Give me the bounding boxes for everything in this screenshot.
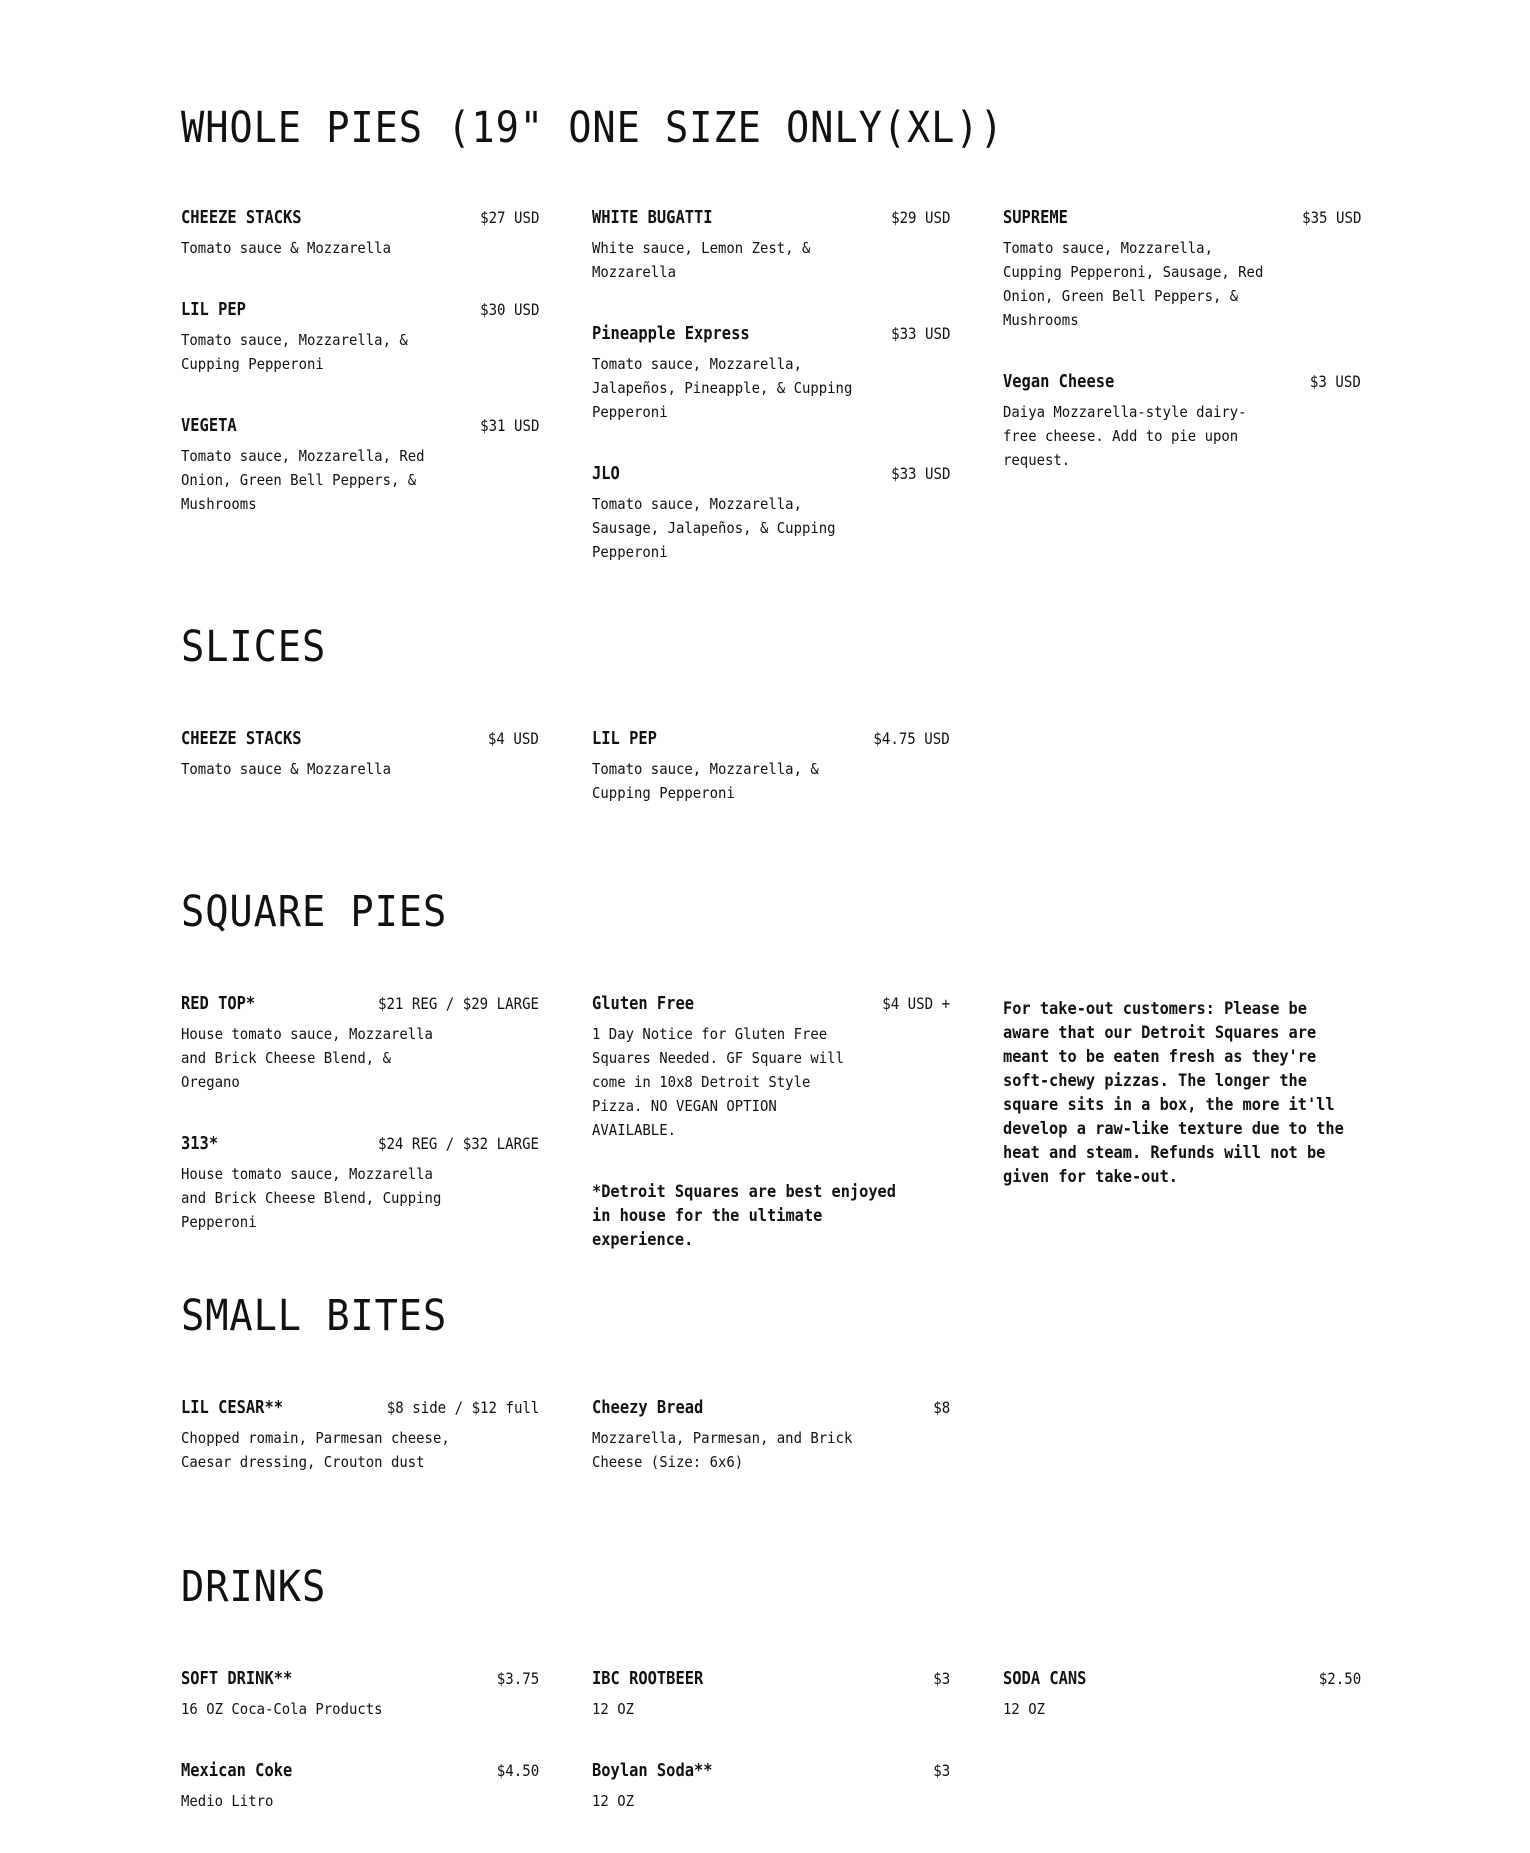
item-price: $3 xyxy=(933,1669,950,1688)
item-description: Tomato sauce, Mozzarella, Jalapeños, Pineapple, & Cupping Pepperoni xyxy=(592,355,853,421)
item-name: Vegan Cheese xyxy=(1003,372,1115,392)
item-description: House tomato sauce, Mozzarella and Brick Cheese Blend, & Oregano xyxy=(181,1025,433,1091)
menu-item-supreme xyxy=(1003,208,1361,332)
menu-item-lil-pep-slice xyxy=(592,729,950,805)
item-description: 12 OZ xyxy=(1003,1700,1046,1718)
section-title-square-pies: SQUARE PIES xyxy=(181,887,448,937)
item-description: Tomato sauce, Mozzarella, Cupping Pepperoni, Sausage, Red Onion, Green Bell Peppers, & Mushrooms xyxy=(1003,239,1264,329)
item-name: LIL PEP xyxy=(592,729,657,749)
item-price: $8 xyxy=(933,1398,950,1417)
item-name: Mexican Coke xyxy=(181,1761,293,1781)
item-price: $29 USD xyxy=(890,208,950,227)
menu-item-ibc-rootbeer xyxy=(592,1669,950,1721)
whole-pies-column-2 xyxy=(592,208,950,604)
item-price: $31 USD xyxy=(479,416,539,435)
menu-item-mexican-coke xyxy=(181,1761,539,1813)
item-description: Mozzarella, Parmesan, and Brick Cheese (Size: 6x6) xyxy=(592,1429,853,1471)
item-name: Boylan Soda** xyxy=(592,1761,713,1781)
item-name: LIL CESAR** xyxy=(181,1398,283,1418)
menu-item-cheeze-stacks xyxy=(181,208,539,260)
item-price: $33 USD xyxy=(890,464,950,483)
section-title-small-bites: SMALL BITES xyxy=(181,1291,448,1341)
item-name: SUPREME xyxy=(1003,208,1068,228)
item-name: CHEEZE STACKS xyxy=(181,208,302,228)
item-name: RED TOP* xyxy=(181,994,256,1014)
item-description: White sauce, Lemon Zest, & Mozzarella xyxy=(592,239,811,281)
menu-item-gluten-free xyxy=(592,994,950,1142)
item-price: $30 USD xyxy=(479,300,539,319)
menu-item-soft-drink xyxy=(181,1669,539,1721)
item-price: $21 REG / $29 LARGE xyxy=(377,994,539,1013)
item-description: Tomato sauce, Mozzarella, Red Onion, Green Bell Peppers, & Mushrooms xyxy=(181,447,425,513)
item-price: $2.50 xyxy=(1318,1669,1361,1688)
item-description: 12 OZ xyxy=(592,1792,635,1810)
section-whole-pies xyxy=(181,103,1361,561)
item-name: IBC ROOTBEER xyxy=(592,1669,704,1689)
item-price: $27 USD xyxy=(479,208,539,227)
item-name: VEGETA xyxy=(181,416,237,436)
item-description: Tomato sauce, Mozzarella, & Cupping Pepperoni xyxy=(181,331,408,373)
whole-pies-column-1 xyxy=(181,208,539,556)
drinks-column-1 xyxy=(181,1669,539,1853)
small-bites-column-2 xyxy=(592,1398,950,1514)
item-name: Cheezy Bread xyxy=(592,1398,704,1418)
item-description: Tomato sauce & Mozzarella xyxy=(181,760,391,778)
item-price: $35 USD xyxy=(1301,208,1361,227)
section-slices xyxy=(181,622,1361,802)
menu-item-cheezy-bread xyxy=(592,1398,950,1474)
slices-column-2 xyxy=(592,729,950,845)
section-title-drinks: DRINKS xyxy=(181,1562,327,1612)
square-pies-column-2 xyxy=(592,994,950,1252)
item-name: CHEEZE STACKS xyxy=(181,729,302,749)
item-name: WHITE BUGATTI xyxy=(592,208,713,228)
item-description: 1 Day Notice for Gluten Free Squares Needed. GF Square will come in 10x8 Detroit Style Pizza. NO VEGAN OPTION AVAILABLE. xyxy=(592,1025,844,1139)
menu-item-313 xyxy=(181,1134,539,1234)
menu-item-cheeze-stacks-slice xyxy=(181,729,539,781)
menu-item-soda-cans xyxy=(1003,1669,1361,1721)
item-price: $4.75 USD xyxy=(873,729,950,748)
item-description: Tomato sauce & Mozzarella xyxy=(181,239,391,257)
item-name: JLO xyxy=(592,464,620,484)
item-name: Pineapple Express xyxy=(592,324,750,344)
item-price: $4.50 xyxy=(496,1761,539,1780)
menu-item-vegeta xyxy=(181,416,539,516)
section-title-whole-pies: WHOLE PIES (19" ONE SIZE ONLY(XL)) xyxy=(181,103,1004,153)
section-small-bites xyxy=(181,1291,1361,1471)
detroit-squares-note: *Detroit Squares are best enjoyed in house for the ultimate experience. xyxy=(592,1182,896,1250)
item-price: $4 USD xyxy=(488,729,539,748)
item-description: Daiya Mozzarella-style dairy-free cheese. Add to pie upon request. xyxy=(1003,403,1247,469)
item-price: $8 side / $12 full xyxy=(386,1398,539,1417)
item-description: House tomato sauce, Mozzarella and Brick Cheese Blend, Cupping Pepperoni xyxy=(181,1165,442,1231)
item-description: Tomato sauce, Mozzarella, & Cupping Pepperoni xyxy=(592,760,819,802)
menu-item-pineapple-express xyxy=(592,324,950,424)
item-name: LIL PEP xyxy=(181,300,246,320)
square-pies-column-3 xyxy=(1003,994,1361,1189)
item-name: SOFT DRINK** xyxy=(181,1669,293,1689)
section-drinks xyxy=(181,1562,1361,1810)
menu-item-lil-pep xyxy=(181,300,539,376)
item-name: Gluten Free xyxy=(592,994,694,1014)
section-square-pies xyxy=(181,887,1361,1250)
drinks-column-2 xyxy=(592,1669,950,1853)
item-description: Chopped romain, Parmesan cheese, Caesar dressing, Crouton dust xyxy=(181,1429,450,1471)
take-out-notice: For take-out customers: Please be aware that our Detroit Squares are meant to be eaten fresh as they're soft-chewy pizzas. The longer the square sits in a box, the more it'll develop a raw-like texture due to the heat and steam. Refunds will not be given for take-out. xyxy=(1003,999,1344,1187)
menu-item-white-bugatti xyxy=(592,208,950,284)
item-description: Tomato sauce, Mozzarella, Sausage, Jalapeños, & Cupping Pepperoni xyxy=(592,495,836,561)
square-pies-column-1 xyxy=(181,994,539,1274)
menu-item-boylan-soda xyxy=(592,1761,950,1813)
item-price: $3.75 xyxy=(496,1669,539,1688)
menu-item-jlo xyxy=(592,464,950,564)
item-price: $3 USD xyxy=(1310,372,1361,391)
menu-item-vegan-cheese xyxy=(1003,372,1361,472)
item-price: $33 USD xyxy=(890,324,950,343)
item-price: $3 xyxy=(933,1761,950,1780)
small-bites-column-1 xyxy=(181,1398,539,1514)
item-description: 12 OZ xyxy=(592,1700,635,1718)
slices-column-1 xyxy=(181,729,539,821)
item-price: $4 USD + xyxy=(882,994,950,1013)
item-name: SODA CANS xyxy=(1003,1669,1087,1689)
whole-pies-column-3 xyxy=(1003,208,1361,512)
item-description: 16 OZ Coca-Cola Products xyxy=(181,1700,383,1718)
section-title-slices: SLICES xyxy=(181,622,327,672)
menu-item-lil-cesar xyxy=(181,1398,539,1474)
item-name: 313* xyxy=(181,1134,219,1154)
menu-item-red-top xyxy=(181,994,539,1094)
drinks-column-3 xyxy=(1003,1669,1361,1761)
item-price: $24 REG / $32 LARGE xyxy=(377,1134,539,1153)
item-description: Medio Litro xyxy=(181,1792,274,1810)
